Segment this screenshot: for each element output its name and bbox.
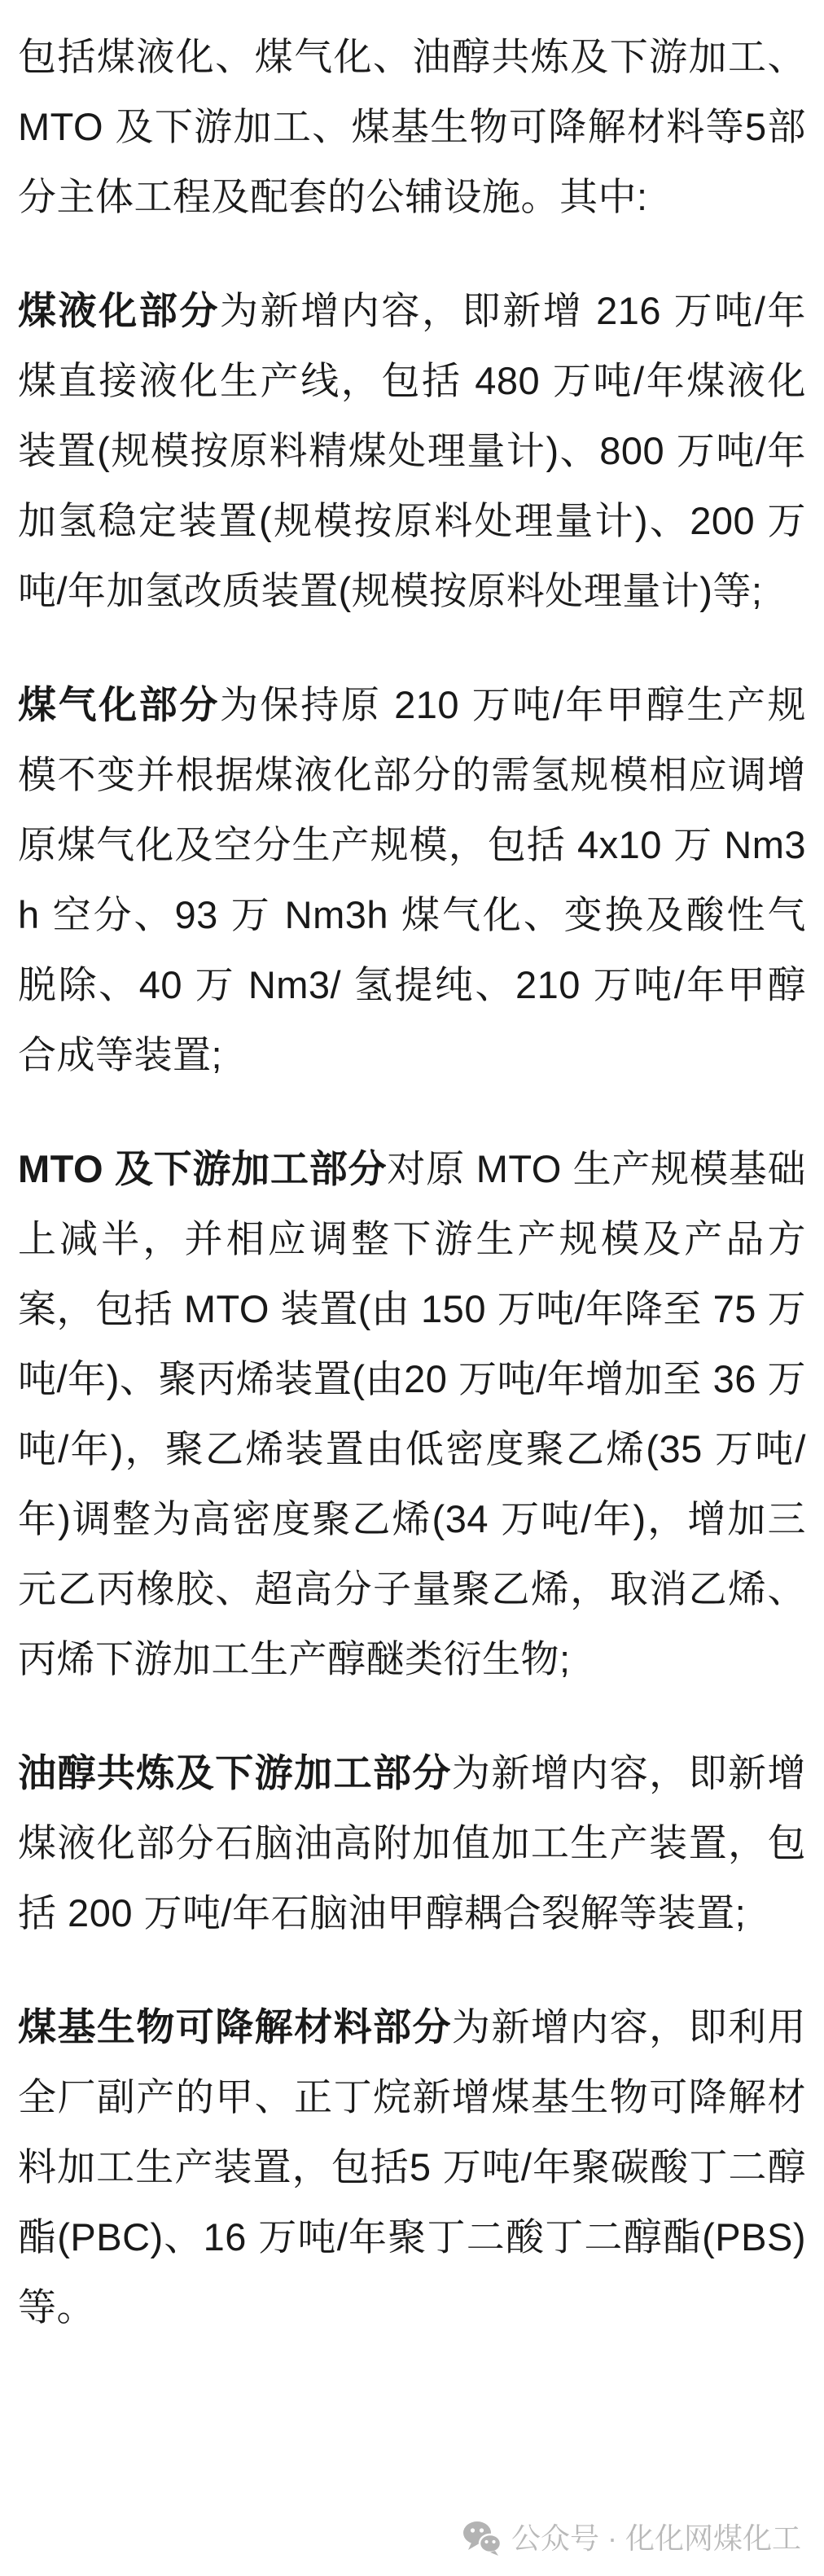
coal-gasification-paragraph xyxy=(18,670,806,1090)
watermark-label: 公众号 · 化化网煤化工 xyxy=(511,2521,801,2555)
paragraph-text: 为新增内容，即新增煤液化部分石脑油高附加值加工生产装置，包括 200 万吨/年石脑油甲醇耦合裂解等装置; xyxy=(18,1751,807,1934)
coal-liquefaction-paragraph xyxy=(18,276,806,626)
paragraph-text: 为新增内容，即利用全厂副产的甲、正丁烷新增煤基生物可降解材料加工生产装置，包括5 万吨/年聚碳酸丁二醇酯(PBC)、16 万吨/年聚丁二酸丁二醇酯(PBS)等。 xyxy=(18,2005,807,2328)
paragraph-text: 对原 MTO 生产规模基础上减半，并相应调整下游生产规模及产品方案，包括 MTO 装置(由 150 万吨/年降至 75 万吨/年)、聚丙烯装置(由20 万吨/年增加至 36 万吨/年)，聚乙烯装置由低密度聚乙烯(35 万吨/年)调整为高密度聚乙烯(34 万吨/年)，增加三元乙丙橡胶、超高分子量聚乙烯，取消乙烯、丙烯下游加工生产醇醚类衍生物; xyxy=(18,1147,806,1680)
paragraph-text: 包括煤液化、煤气化、油醇共炼及下游加工、MTO 及下游加工、煤基生物可降解材料等5部分主体工程及配套的公辅设施。其中: xyxy=(18,35,806,218)
paragraph-lead: 煤基生物可降解材料部分 xyxy=(18,2005,452,2048)
wechat-icon xyxy=(462,2521,502,2556)
paragraph-text: 为保持原 210 万吨/年甲醇生产规模不变并根据煤液化部分的需氢规模相应调增原煤气化及空分生产规模，包括 4x10 万 Nm3h 空分、93 万 Nm3h 煤气化、变换及酸性气脱除、40 万 Nm3/ 氢提纯、210 万吨/年甲醇合成等装置; xyxy=(18,683,807,1076)
paragraph-lead: MTO 及下游加工部分 xyxy=(18,1147,388,1190)
intro-paragraph xyxy=(18,22,806,232)
paragraph-text: 为新增内容，即新增 216 万吨/年煤直接液化生产线，包括 480 万吨/年煤液化装置(规模按原料精煤处理量计)、800 万吨/年加氢稳定装置(规模按原料处理量计)、200 万吨/年加氢改质装置(规模按原料处理量计)等; xyxy=(18,289,807,612)
paragraph-lead: 煤气化部分 xyxy=(18,683,221,726)
oil-methanol-cocracking-paragraph xyxy=(18,1738,806,1948)
coal-based-biodegradable-paragraph xyxy=(18,1992,806,2342)
paragraph-lead: 煤液化部分 xyxy=(18,289,221,332)
watermark xyxy=(462,2519,801,2558)
mto-downstream-paragraph xyxy=(18,1134,806,1694)
paragraph-lead: 油醇共炼及下游加工部分 xyxy=(18,1751,452,1794)
article-body xyxy=(18,22,806,2342)
